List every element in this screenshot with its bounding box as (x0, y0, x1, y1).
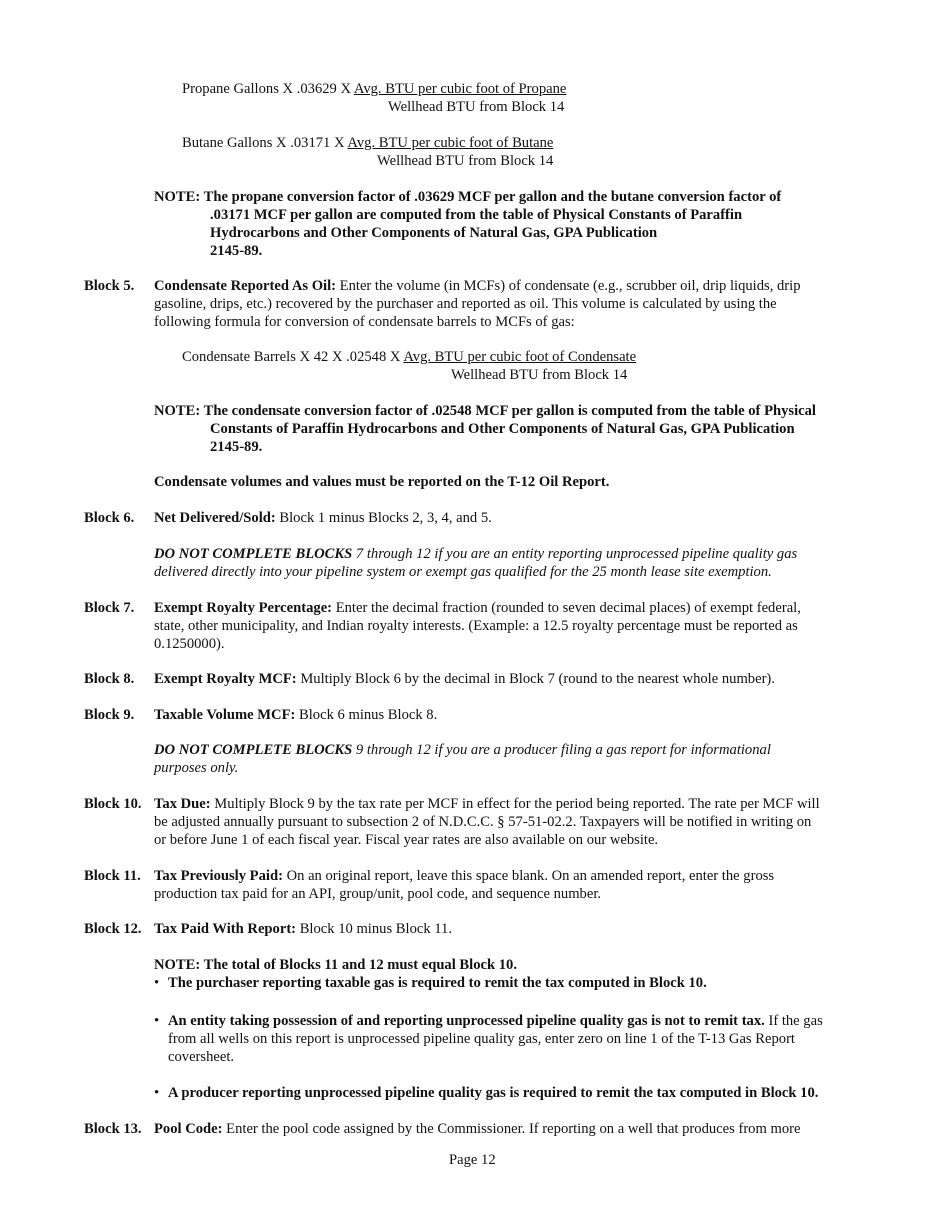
block-7-line: Enter the decimal fraction (rounded to seven decimal places) of exempt federal, (335, 600, 801, 616)
bullet-entity-line: from all wells on this report is unprocessed pipeline quality gas, enter zero on line 1 of the T-13 Gas Report (168, 1031, 795, 1047)
block-6-label: Block 6. (84, 510, 135, 526)
block-10-text (154, 795, 820, 813)
block-11-label: Block 11. (84, 868, 141, 884)
note-line: The condensate conversion factor of .02548 MCF per gallon is computed from the table of Physical (203, 403, 816, 419)
do-not-complete-line: 7 through 12 if you are an entity reporting unprocessed pipeline quality gas (355, 546, 798, 562)
block-12-title: Tax Paid With Report: (154, 921, 297, 937)
butane-formula-numerator: Avg. BTU per cubic foot of Butane (347, 135, 554, 151)
block-5-text (154, 277, 801, 295)
note-line: 2145-89. (210, 439, 263, 455)
do-not-complete-line: delivered directly into your pipeline system or exempt gas qualified for the 25 month lease site exemption. (154, 564, 772, 580)
block-8-text (154, 670, 775, 688)
block-10-line: or before June 1 of each fiscal year. Fiscal year rates are also available on our website. (154, 832, 659, 848)
block-5-line: gasoline, drips, etc.) recovered by the purchaser and reported as oil. This volume is calculated by using the (154, 296, 777, 312)
block-9-line: Block 6 minus Block 8. (299, 707, 438, 723)
condensate-formula-lhs: Condensate Barrels X 42 X .02548 X (182, 349, 401, 365)
block-5-label: Block 5. (84, 278, 135, 294)
block-10-label: Block 10. (84, 796, 142, 812)
bullet-icon: • (154, 1085, 160, 1101)
do-not-complete-label: DO NOT COMPLETE BLOCKS (154, 742, 353, 758)
block-7-label: Block 7. (84, 600, 135, 616)
block-10-title: Tax Due: (154, 796, 211, 812)
condensate-formula-numerator: Avg. BTU per cubic foot of Condensate (403, 349, 637, 365)
block-11-line: production tax paid for an API, group/unit, pool code, and sequence number. (154, 886, 602, 902)
block-5-line: Enter the volume (in MCFs) of condensate (e.g., scrubber oil, drip liquids, drip (339, 278, 801, 294)
block-6-line: Block 1 minus Blocks 2, 3, 4, and 5. (279, 510, 492, 526)
block-6-text (154, 509, 492, 527)
do-not-complete-label: DO NOT COMPLETE BLOCKS (154, 546, 353, 562)
block-7-text (154, 599, 801, 617)
block-11-title: Tax Previously Paid: (154, 868, 283, 884)
block-13-text (154, 1120, 800, 1138)
butane-formula (182, 134, 553, 152)
butane-formula-lhs: Butane Gallons X .03171 X (182, 135, 345, 151)
note-line: The propane conversion factor of .03629 MCF per gallon and the butane conversion factor of (203, 189, 782, 205)
block-12-label: Block 12. (84, 921, 142, 937)
block-8-line: Multiply Block 6 by the decimal in Block 7 (round to the nearest whole number). (300, 671, 775, 687)
propane-formula (182, 80, 566, 98)
note-label: NOTE: (154, 403, 201, 419)
block-11-line: On an original report, leave this space blank. On an amended report, enter the gross (286, 868, 775, 884)
block-13-title: Pool Code: (154, 1121, 223, 1137)
bullet-entity-bold: An entity taking possession of and reporting unprocessed pipeline quality gas is not to remit tax. (168, 1013, 765, 1029)
propane-formula-denominator: Wellhead BTU from Block 14 (388, 99, 565, 115)
block-8-title: Exempt Royalty MCF: (154, 671, 297, 687)
block-10-line: Multiply Block 9 by the tax rate per MCF in effect for the period being reported. The rate per MCF will (214, 796, 820, 812)
block-13-label: Block 13. (84, 1121, 142, 1137)
do-not-complete-line: 9 through 12 if you are a producer filing a gas report for informational (355, 742, 771, 758)
block-12-line: Block 10 minus Block 11. (299, 921, 452, 937)
block-9-label: Block 9. (84, 707, 135, 723)
block-7-title: Exempt Royalty Percentage: (154, 600, 333, 616)
bullet-icon: • (154, 1013, 160, 1029)
block-11-text (154, 867, 774, 885)
propane-formula-numerator: Avg. BTU per cubic foot of Propane (353, 81, 567, 97)
block-9-title: Taxable Volume MCF: (154, 707, 296, 723)
block-5-line: following formula for conversion of condensate barrels to MCFs of gas: (154, 314, 575, 330)
page-number: Page 12 (449, 1152, 496, 1168)
block-13-line: Enter the pool code assigned by the Commissioner. If reporting on a well that produces from more (226, 1121, 801, 1137)
condensate-formula (182, 348, 636, 366)
bullet-entity-line: If the gas (768, 1013, 823, 1029)
propane-formula-lhs: Propane Gallons X .03629 X (182, 81, 352, 97)
bullet-entity (168, 1012, 823, 1030)
note-line: Hydrocarbons and Other Components of Natural Gas, GPA Publication (210, 225, 658, 241)
condensate-formula-denominator: Wellhead BTU from Block 14 (451, 367, 628, 383)
note-line: 2145-89. (210, 243, 263, 259)
note-line: .03171 MCF per gallon are computed from the table of Physical Constants of Paraffin (210, 207, 743, 223)
block-10-line: be adjusted annually pursuant to subsection 2 of N.D.C.C. § 57-51-02.2. Taxpayers will be notified in writing on (154, 814, 812, 830)
do-not-complete-9-12 (154, 741, 771, 759)
note-line: Constants of Paraffin Hydrocarbons and Other Components of Natural Gas, GPA Publication (210, 421, 795, 437)
bullet-entity-line: coversheet. (168, 1049, 235, 1065)
note-label: NOTE: (154, 189, 201, 205)
note-total-blocks: NOTE: The total of Blocks 11 and 12 must equal Block 10. (154, 957, 518, 973)
bullet-icon: • (154, 975, 160, 991)
block-6-title: Net Delivered/Sold: (154, 510, 276, 526)
block-9-text (154, 706, 437, 724)
note-condensate (154, 402, 816, 420)
condensate-report-note: Condensate volumes and values must be reported on the T-12 Oil Report. (154, 474, 610, 490)
bullet-producer: A producer reporting unprocessed pipeline quality gas is required to remit the tax computed in Block 10. (168, 1085, 819, 1101)
block-8-label: Block 8. (84, 671, 135, 687)
block-5-title: Condensate Reported As Oil: (154, 278, 337, 294)
butane-formula-denominator: Wellhead BTU from Block 14 (377, 153, 554, 169)
block-12-text (154, 920, 452, 938)
do-not-complete-line: purposes only. (154, 760, 239, 776)
block-7-line: 0.1250000). (154, 636, 225, 652)
block-7-line: state, other municipality, and Indian royalty interests. (Example: a 12.5 royalty percentage must be reported as (154, 618, 798, 634)
bullet-purchaser: The purchaser reporting taxable gas is required to remit the tax computed in Block 10. (168, 975, 707, 991)
do-not-complete-7-12 (154, 545, 797, 563)
note-propane-butane (154, 188, 781, 206)
